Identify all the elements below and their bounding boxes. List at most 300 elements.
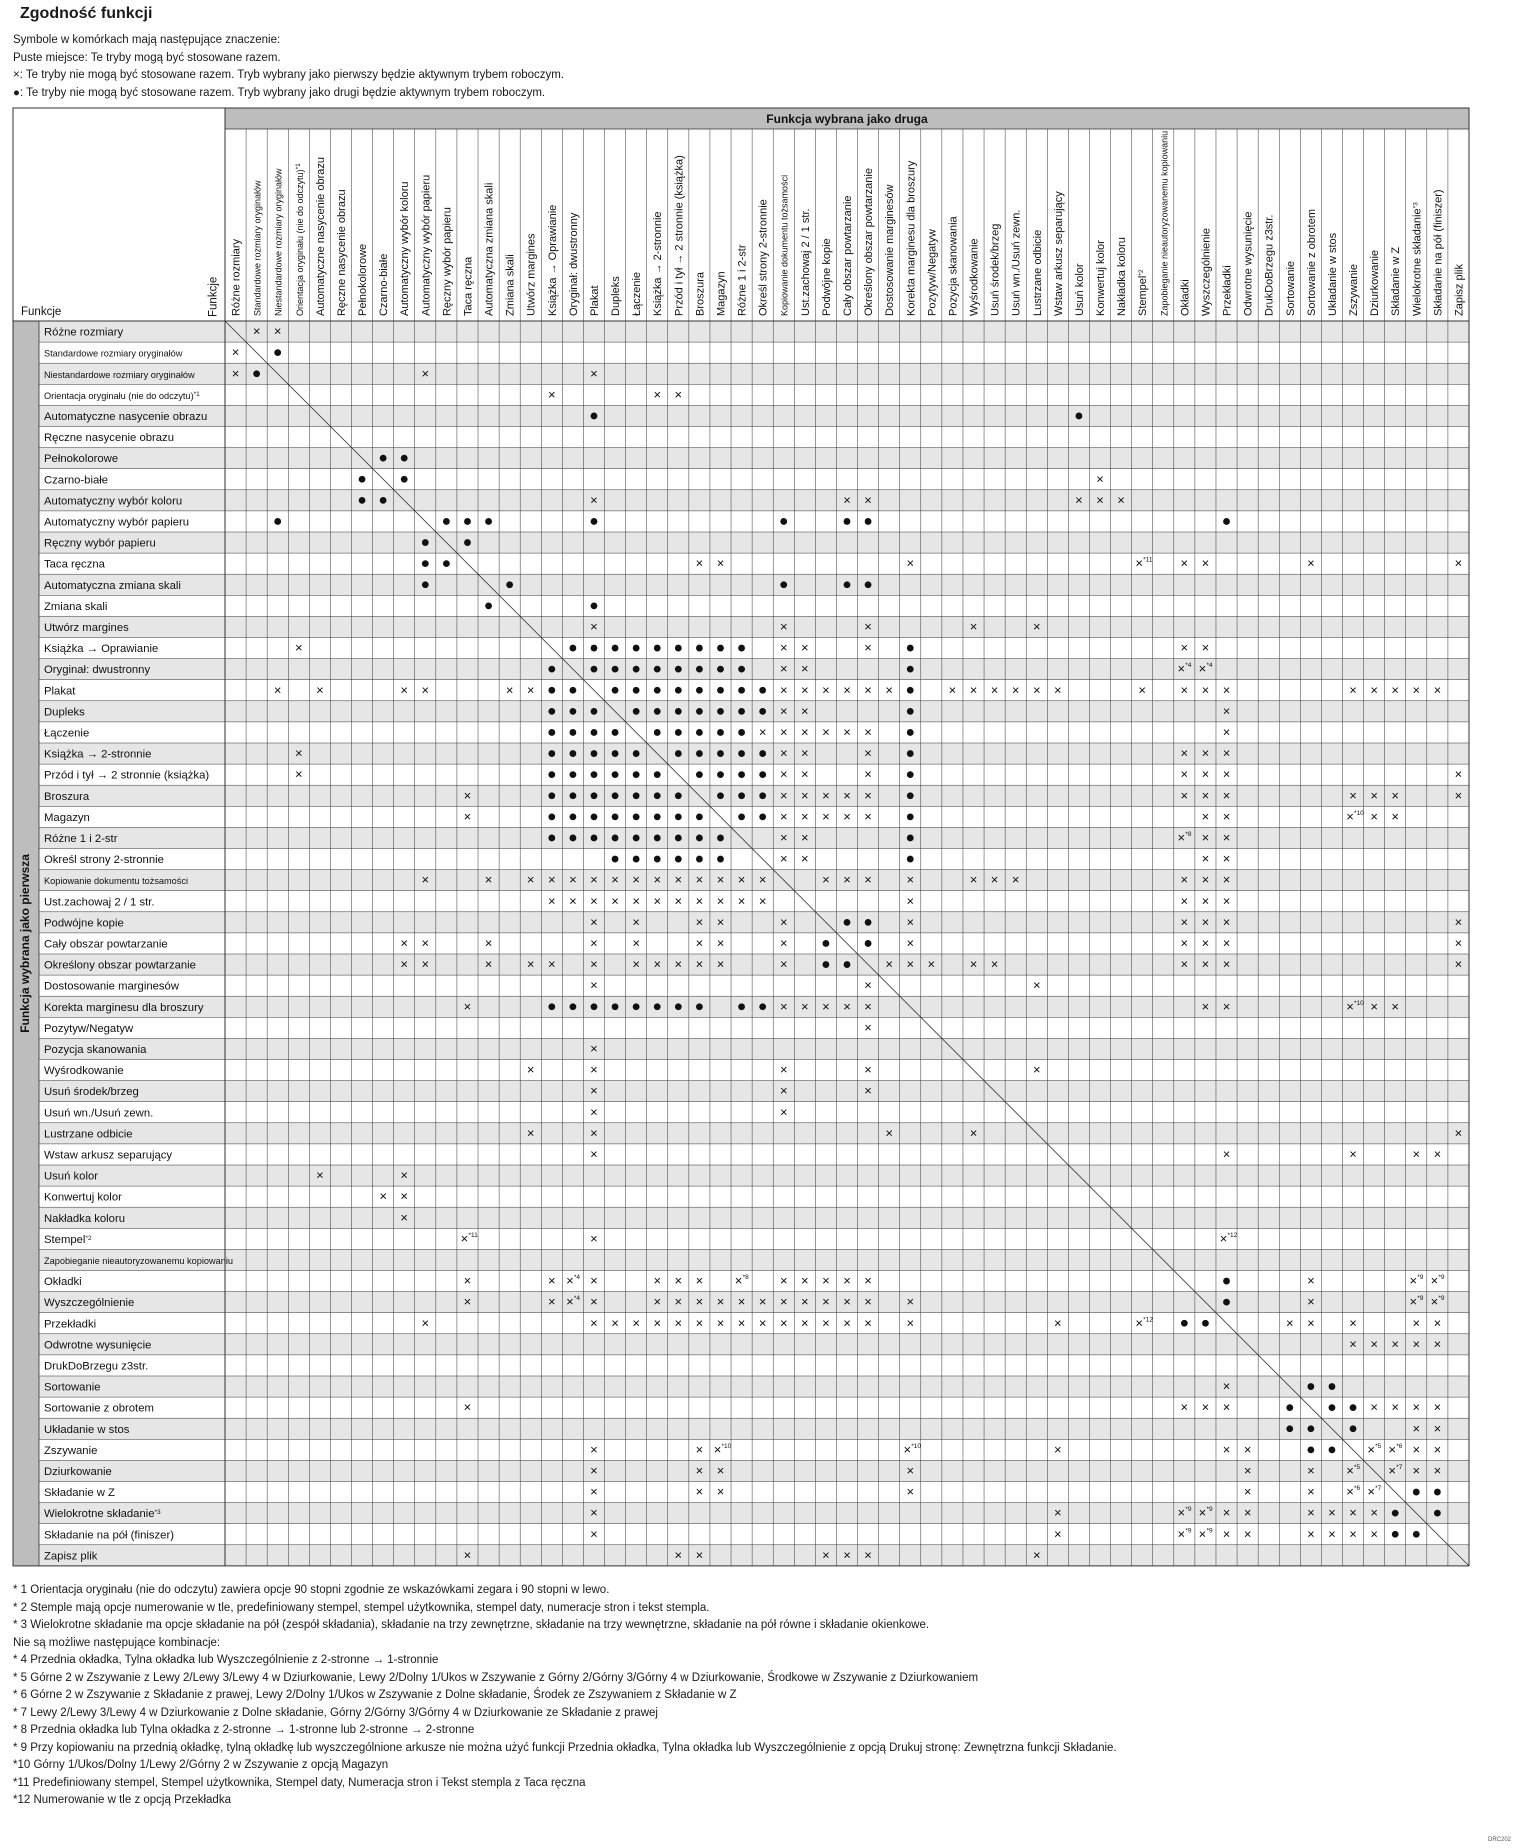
cross-mark: × [590,956,598,972]
cross-mark: × [526,1125,535,1141]
cross-mark: × [1433,1336,1442,1352]
row-label: Automatyczny wybór papieru [44,516,190,529]
row-label: Książka → Oprawianie [44,643,159,656]
cross-mark: × [590,1526,598,1542]
cross-mark: × [801,724,809,740]
cross-mark: × [1370,1399,1378,1415]
cross-mark: × [1222,703,1231,719]
column-label: Magazyn [715,271,728,316]
dot-mark [1076,413,1083,420]
cross-mark: × [1370,808,1378,824]
cross-mark: × [1201,998,1210,1014]
cross-mark: × [906,956,915,972]
dot-mark [591,729,598,736]
cross-mark: × [1177,829,1186,845]
cross-mark: × [906,555,915,571]
dot-mark [738,708,745,715]
cross-mark: × [716,893,725,909]
cross-mark: × [1054,1441,1062,1457]
mark-footnote: *9 [1438,1274,1445,1282]
mark-footnote: *9 [1206,1527,1213,1535]
cross-mark: × [1243,1526,1252,1542]
row-shade [39,1376,1469,1397]
dot-mark [633,750,640,757]
dot-mark [717,792,724,799]
cross-mark: × [1307,1526,1315,1542]
cross-mark: × [379,1188,387,1204]
dot-mark [1350,1425,1357,1432]
row-label: Wstaw arkusz separujący [44,1149,173,1162]
row-shade [39,785,1469,806]
column-label: Różne 1 i 2-str [736,244,749,316]
cross-mark: × [779,724,788,740]
column-label: Czarno-białe [378,253,391,316]
cross-mark: × [906,893,915,909]
cross-mark: × [1243,1484,1252,1500]
cross-mark: × [653,1315,662,1331]
cross-mark: × [1138,682,1146,698]
cross-mark: × [864,977,872,993]
row-label: Przód i tył → 2 stronnie (książka) [44,769,210,782]
cross-mark: × [695,893,704,909]
dot-mark [907,687,914,694]
column-label: Odwrotne wysunięcie [1242,211,1255,316]
cross-mark: × [843,682,851,698]
cross-mark: × [779,1062,788,1078]
dot-mark [738,687,745,694]
column-label: Ręczne nasycenie obrazu [335,189,348,316]
cross-mark: × [864,1062,872,1078]
cross-mark: × [801,703,809,719]
dot-mark [1329,1404,1336,1411]
mark-footnote: *10 [721,1442,732,1450]
row-label: Zapobieganie nieautoryzowanemu kopiowaniu [44,1255,233,1266]
mark-footnote: *9 [1185,1506,1192,1514]
cross-mark: × [906,1484,915,1500]
mark-footnote: *7 [1396,1463,1403,1471]
cross-mark: × [294,745,303,761]
cross-mark: × [779,935,788,951]
cross-mark: × [1201,935,1210,951]
cross-mark: × [1219,1230,1228,1246]
row-label: Automatyczny wybór koloru [44,495,183,508]
cross-mark: × [843,808,851,824]
cross-mark: × [294,640,303,656]
row-shade [39,743,1469,764]
cross-mark: × [1243,1462,1252,1478]
column-label: Podwójne kopie [820,238,833,316]
cross-mark: × [674,1547,683,1563]
cross-mark: × [1370,998,1378,1014]
row-label: Zapisz plik [44,1550,98,1563]
cross-mark: × [421,956,430,972]
row-label: Utwórz margines [44,621,129,634]
column-label: Automatyczny wybór koloru [399,181,412,316]
cross-mark: × [1430,1294,1439,1310]
dot-mark [380,455,387,462]
dot-mark [612,750,619,757]
dot-mark [591,666,598,673]
dot-mark [380,497,387,504]
cross-mark: × [674,872,683,888]
cross-mark: × [1222,851,1231,867]
cross-mark: × [1201,914,1210,930]
row-shade [39,1038,1469,1059]
cross-mark: × [1198,661,1207,677]
dot-mark [675,708,682,715]
cross-mark: × [843,1547,851,1563]
row-label: Oryginał: dwustronny [44,664,151,677]
dot-mark [1329,1446,1336,1453]
column-label: Sortowanie [1284,260,1297,316]
cross-mark: × [695,555,704,571]
cross-mark: × [1349,1146,1357,1162]
cross-mark: × [590,1125,598,1141]
cross-mark: × [1222,724,1231,740]
column-label: Składanie w Z [1390,246,1403,316]
dot-mark [548,792,555,799]
cross-mark: × [1243,1441,1252,1457]
cross-mark: × [695,1315,704,1331]
cross-mark: × [463,1294,472,1310]
cross-mark: × [1054,1505,1062,1521]
cross-mark: × [1201,555,1210,571]
cross-mark: × [779,808,788,824]
cross-mark: × [864,640,872,656]
cross-mark: × [1370,787,1378,803]
cross-mark: × [737,1315,746,1331]
row-shade [39,405,1469,426]
cross-mark: × [801,661,809,677]
cross-mark: × [590,1146,598,1162]
dot-mark [633,687,640,694]
footnote: *12 Numerowanie w tle z opcją Przekładka [13,1794,231,1806]
mark-footnote: *11 [468,1231,478,1239]
column-label: Wielokrotne składanie$^{*3}$ [1411,202,1424,316]
dot-mark [654,708,661,715]
mark-footnote: *10 [1354,809,1364,817]
dot-mark [823,961,830,968]
cross-mark: × [590,1230,598,1246]
cross-mark: × [1201,640,1210,656]
footnotes [13,1582,1117,1810]
cross-mark: × [1409,1273,1418,1289]
cross-mark: × [779,851,788,867]
cross-mark: × [1243,1505,1252,1521]
cross-mark: × [566,1273,574,1289]
row-shade [39,490,1469,511]
column-label: Standardowe rozmiary oryginałów [252,180,263,316]
row-label: Dziurkowanie [44,1465,112,1478]
column-label: Orientacja oryginału (nie do odczytu)$^{*1}$ [294,163,305,316]
cross-mark: × [1346,998,1354,1014]
cross-mark: × [1180,745,1189,761]
column-label: Stempel$^{*2}$ [1137,269,1150,316]
cross-mark: × [1032,977,1041,993]
dot-mark [1307,1383,1314,1390]
cross-mark: × [801,808,809,824]
dot-mark [1392,1531,1399,1538]
dot-mark [717,750,724,757]
dot-mark [612,645,619,652]
cross-mark: × [1433,1462,1442,1478]
dot-mark [780,581,787,588]
cross-mark: × [1201,872,1210,888]
cross-mark: × [1454,1125,1463,1141]
cross-mark: × [1328,1505,1336,1521]
mark-footnote: *9 [1438,1295,1445,1303]
cross-mark: × [906,914,915,930]
cross-mark: × [695,1294,704,1310]
mark-footnote: *5 [1354,1463,1361,1471]
cross-mark: × [779,829,788,845]
cross-mark: × [1307,1462,1315,1478]
cross-mark: × [484,935,493,951]
cross-mark: × [779,998,788,1014]
cross-mark: × [590,1315,598,1331]
cross-mark: × [864,1019,872,1035]
cross-mark: × [822,1547,830,1563]
dot-mark [738,729,745,736]
cross-mark: × [1032,1547,1041,1563]
cross-mark: × [969,618,978,634]
cross-mark: × [716,1315,725,1331]
mark-footnote: *9 [1206,1506,1213,1514]
cross-mark: × [1180,787,1189,803]
dot-mark [569,687,576,694]
row-label: Cały obszar powtarzanie [44,938,168,951]
cross-mark: × [1201,787,1210,803]
cross-mark: × [843,1315,851,1331]
cross-mark: × [990,682,999,698]
row-label: Korekta marginesu dla broszury [44,1001,204,1014]
dot-mark [633,666,640,673]
row-label: Ręczne nasycenie obrazu [44,432,174,445]
column-label: Utwórz margines [525,233,538,316]
dot-mark [907,771,914,778]
row-label: Ust.zachowaj 2 / 1 str. [44,896,155,909]
cross-mark: × [1328,1526,1336,1542]
cross-mark: × [1388,1441,1397,1457]
cross-mark: × [463,998,472,1014]
cross-mark: × [779,1104,788,1120]
column-label: Pełnokolorowe [357,243,370,316]
cross-mark: × [252,323,261,339]
column-label: Ust.zachowaj 2 / 1 str. [799,208,812,316]
dot-mark [274,349,281,356]
dot-mark [759,708,766,715]
row-label: Odwrotne wysunięcie [44,1339,152,1352]
row-label: Różne rozmiary [44,326,124,339]
cross-mark: × [1201,1399,1210,1415]
column-label: Plakat [588,285,601,316]
row-label: Czarno-białe [44,474,109,487]
dot-mark [485,602,492,609]
dot-mark [844,581,851,588]
cross-mark: × [1177,661,1186,677]
cross-mark: × [864,766,872,782]
dot-mark [548,771,555,778]
dot-mark [675,666,682,673]
dot-mark [907,666,914,673]
cross-mark: × [1370,1336,1378,1352]
cross-mark: × [548,893,556,909]
row-label: Okładki [44,1276,82,1289]
column-label: Taca ręczna [462,256,475,316]
cross-mark: × [906,1462,915,1478]
cross-mark: × [779,956,788,972]
mark-footnote: *4 [1206,662,1213,670]
dot-mark [443,518,450,525]
row-label: Składanie na pół (finiszer) [44,1529,174,1542]
column-label: Oryginał: dwustronny [567,212,580,316]
cross-mark: × [801,829,809,845]
row-label: Różne 1 i 2-str [44,832,118,845]
cross-mark: × [1011,682,1020,698]
cross-mark: × [632,1315,640,1331]
cross-mark: × [1180,872,1189,888]
cross-mark: × [421,682,430,698]
cross-mark: × [1222,935,1231,951]
cross-mark: × [505,682,514,698]
row-label: Łączenie [44,727,90,740]
cross-mark: × [779,745,788,761]
cross-mark: × [569,872,577,888]
cross-mark: × [1433,1441,1442,1457]
dot-mark [654,771,661,778]
cross-mark: × [779,914,788,930]
cross-mark: × [758,1294,767,1310]
dot-mark [696,856,703,863]
column-label: Ręczny wybór papieru [441,207,454,316]
dot-mark [569,792,576,799]
dot-mark [654,645,661,652]
cross-mark: × [1433,1315,1442,1331]
cross-mark: × [801,745,809,761]
dot-mark [612,729,619,736]
cross-mark: × [294,766,303,782]
cross-mark: × [1177,1526,1186,1542]
cross-mark: × [1180,640,1189,656]
dot-mark [1434,1489,1441,1496]
dot-mark [591,792,598,799]
cross-mark: × [779,703,788,719]
dot-mark [548,1003,555,1010]
row-shade [39,1207,1469,1228]
cross-mark: × [1307,1505,1315,1521]
dot-mark [738,813,745,820]
cross-mark: × [1096,492,1104,508]
column-label: Korekta marginesu dla broszury [905,160,918,316]
cross-mark: × [885,1125,893,1141]
column-label: Sortowanie z obrotem [1305,209,1318,316]
cross-mark: × [316,682,324,698]
mark-footnote: *11 [1143,556,1153,564]
cross-mark: × [1180,682,1189,698]
cross-mark: × [864,745,872,761]
cross-mark: × [590,1062,598,1078]
cross-mark: × [779,618,788,634]
cross-mark: × [1201,829,1210,845]
mark-footnote: *9 [1417,1295,1424,1303]
dot-mark [569,645,576,652]
dot-mark [612,666,619,673]
dot-mark [633,1003,640,1010]
dot-mark [654,729,661,736]
row-label: Usuń środek/brzeg [44,1086,139,1099]
row-label: Broszura [44,790,90,803]
cross-mark: × [674,1315,683,1331]
row-shade [39,912,1469,933]
cross-mark: × [779,787,788,803]
legend-line: ●: Te tryby nie mogą być stosowane razem. Tryb wybrany jako drugi będzie aktywnym trybem roboczym. [13,86,546,99]
corner-cols-label: Funkcje [207,276,220,317]
dot-mark [696,729,703,736]
dot-mark [717,687,724,694]
dot-mark [696,666,703,673]
cross-mark: × [864,808,872,824]
cross-mark: × [990,872,999,888]
cross-mark: × [822,724,830,740]
row-label: Dupleks [44,706,85,719]
cross-mark: × [843,724,851,740]
dot-mark [865,581,872,588]
column-label: DrukDoBrzegu z3str. [1263,214,1276,316]
dot-mark [759,813,766,820]
dot-mark [569,750,576,757]
row-label: Kopiowanie dokumentu tożsamości [44,876,189,887]
cross-mark: × [885,682,893,698]
cross-mark: × [526,956,535,972]
dot-mark [548,813,555,820]
mark-footnote: *4 [573,1295,581,1303]
cross-mark: × [1346,808,1354,824]
cross-mark: × [1454,766,1463,782]
cross-mark: × [590,1273,598,1289]
cross-mark: × [716,1462,725,1478]
cross-mark: × [1222,787,1231,803]
column-label: Usuń wn./Usuń zewn. [1010,209,1023,316]
dot-mark [738,750,745,757]
dot-mark [633,771,640,778]
dot-mark [401,476,408,483]
cross-mark: × [611,1315,619,1331]
dot-mark [569,835,576,842]
dot-mark [675,792,682,799]
mark-footnote: *6 [1396,1442,1403,1450]
dot-mark [548,750,555,757]
dot-mark [422,539,429,546]
cross-mark: × [1135,555,1143,571]
row-shade [39,1165,1469,1186]
cross-mark: × [273,323,282,339]
row-shade [39,1249,1469,1270]
cross-mark: × [674,1273,683,1289]
cross-mark: × [1222,1399,1231,1415]
column-label: Książka → 2-stronnie [652,211,665,316]
row-shade [39,1545,1469,1566]
cross-mark: × [1135,1315,1143,1331]
cross-mark: × [822,998,830,1014]
footnote: * 7 Lewy 2/Lewy 3/Lewy 4 w Dziurkowanie z Dolne składanie, Górny 2/Górny 3/Górny 4 w Dziurkowanie ze Składanie z prawej [13,1706,658,1719]
dot-mark [759,1003,766,1010]
dot-mark [907,835,914,842]
dot-mark [780,518,787,525]
row-shade [39,1460,1469,1481]
dot-mark [548,687,555,694]
cross-mark: × [822,787,830,803]
cross-mark: × [695,956,704,972]
